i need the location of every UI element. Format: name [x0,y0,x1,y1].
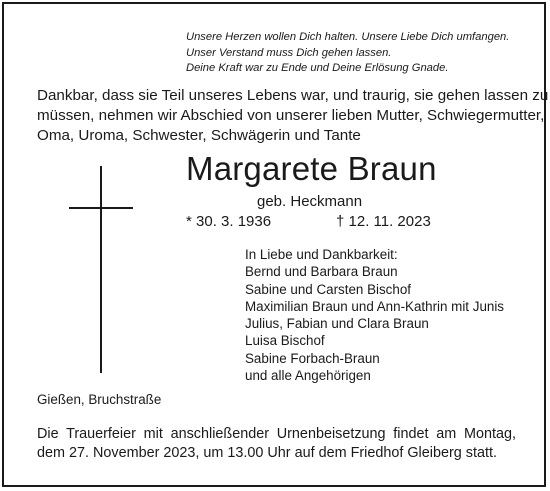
birth-date: * 30. 3. 1936 [186,213,272,230]
mourner-line: Maximilian Braun und Ann-Kathrin mit Junis [245,298,505,314]
quote-line: Unser Verstand muss Dich gehen lassen. [186,46,392,59]
intro-text [37,86,549,146]
place-address: Gießen, Bruchstraße [37,392,162,407]
cross-icon-bar [69,207,133,209]
cross-icon [100,166,102,373]
mourner-line: Bernd und Barbara Braun [245,264,398,280]
deceased-name: Margarete Braun [186,150,437,187]
intro-line: Dankbar, dass sie Teil unseres Lebens war, und traurig, sie gehen lassen zu [37,87,549,104]
funeral-line: dem 27. November 2023, um 13.00 Uhr auf dem Friedhof Gleiberg statt. [37,445,497,461]
mourners-list [245,246,504,384]
mourner-line: Sabine Forbach-Braun [245,350,380,366]
intro-line: müssen, nehmen wir Abschied von unserer lieben Mutter, Schwiegermutter, [37,107,545,124]
mourner-line: Luisa Bischof [245,333,325,349]
funeral-notice [37,425,516,463]
quote-line: Unsere Herzen wollen Dich halten. Unsere Liebe Dich umfangen. [186,31,510,43]
death-date: † 12. 11. 2023 [336,213,431,230]
funeral-line: Die Trauerfeier mit anschließender Urnenbeisetzung findet am Montag, [37,426,516,442]
mourner-line: In Liebe und Dankbarkeit: [245,247,398,262]
memorial-quote [186,30,509,77]
maiden-name: geb. Heckmann [257,193,363,210]
mourner-line: und alle Angehörigen [245,368,371,384]
quote-line: Deine Kraft war zu Ende und Deine Erlösung Gnade. [186,62,449,74]
mourner-line: Julius, Fabian und Clara Braun [245,316,429,332]
intro-line: Oma, Uroma, Schwester, Schwägerin und Tante [37,127,361,144]
mourner-line: Sabine und Carsten Bischof [245,281,411,297]
